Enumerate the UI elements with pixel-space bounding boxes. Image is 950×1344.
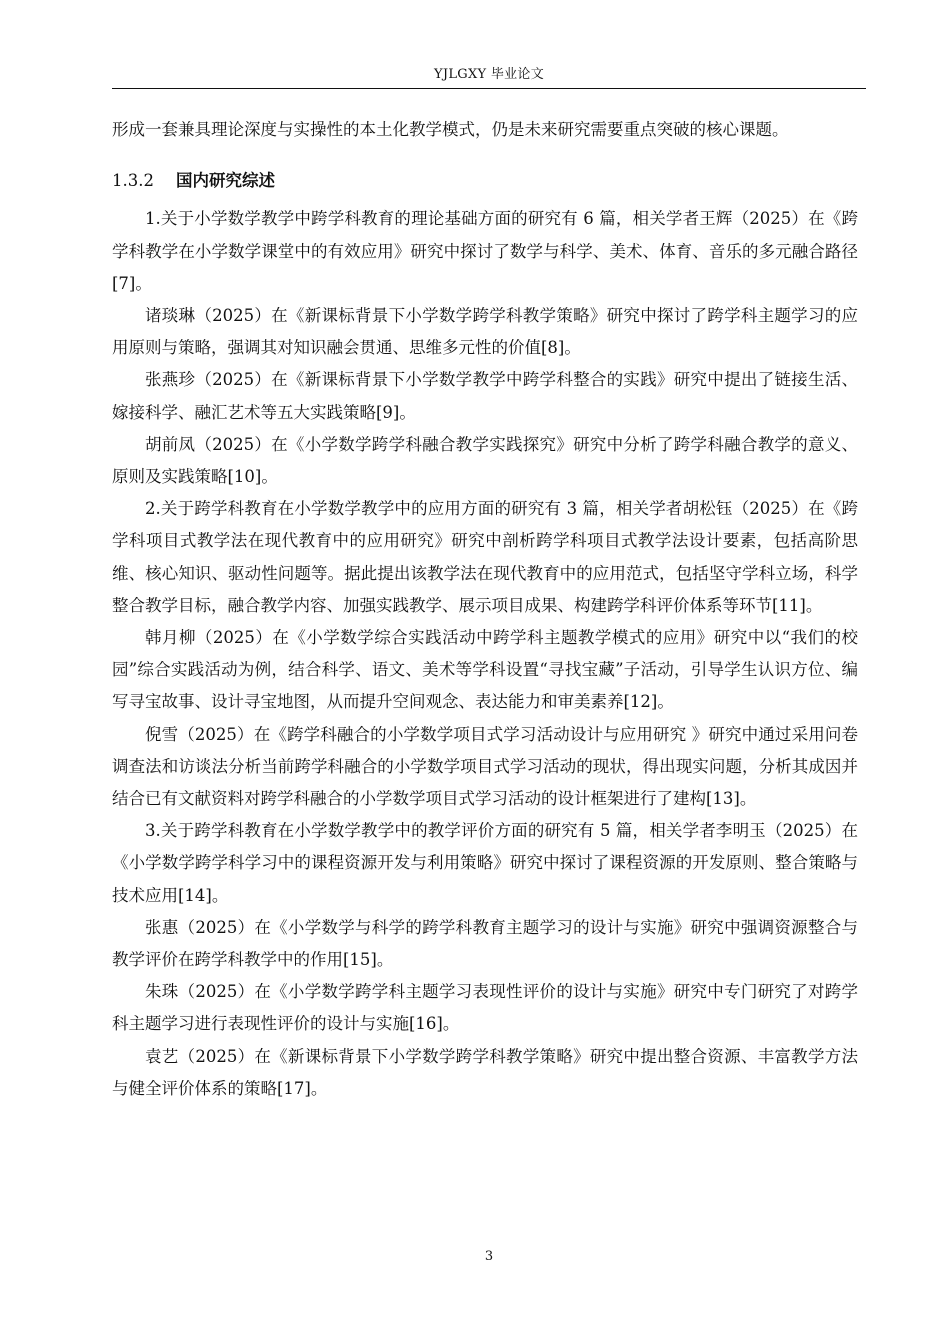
body-paragraph: 3.关于跨学科教育在小学数学教学中的教学评价方面的研究有 5 篇，相关学者李明玉（2025）在《小学数学跨学科学习中的课程资源开发与利用策略》研究中探讨了课程资源的开发原则、整合策略与技术应用[14]。 — [112, 821, 858, 905]
page-footer — [112, 1248, 866, 1266]
body-paragraph: 韩月柳（2025）在《小学数学综合实践活动中跨学科主题教学模式的应用》研究中以“我们的校园”综合实践活动为例，结合科学、语文、美术等学科设置“寻找宝藏”子活动，引导学生认识方位、编写寻宝故事、设计寻宝地图，从而提升空间观念、表达能力和审美素养[12]。 — [112, 628, 858, 712]
page-header — [112, 66, 866, 84]
page-body — [112, 114, 858, 1105]
body-paragraph: 张惠（2025）在《小学数学与科学的跨学科教育主题学习的设计与实施》研究中强调资源整合与教学评价在跨学科教学中的作用[15]。 — [112, 917, 858, 970]
body-paragraph: 袁艺（2025）在《新课标背景下小学数学跨学科教学策略》研究中提出整合资源、丰富教学方法与健全评价体系的策略[17]。 — [112, 1046, 858, 1098]
body-paragraph: 胡前凤（2025）在《小学数学跨学科融合教学实践探究》研究中分析了跨学科融合教学的意义、原则及实践策略[10]。 — [112, 434, 858, 487]
body-paragraph: 诸琰琳（2025）在《新课标背景下小学数学跨学科教学策略》研究中探讨了跨学科主题学习的应用原则与策略，强调其对知识融会贯通、思维多元性的价值[8]。 — [112, 306, 858, 358]
body-paragraph: 2.关于跨学科教育在小学数学教学中的应用方面的研究有 3 篇，相关学者胡松钰（2025）在《跨学科项目式教学法在现代教育中的应用研究》研究中剖析跨学科项目式教学法设计要素，包括高阶思维、核心知识、驱动性问题等。据此提出该教学法在现代教育中的应用范式，包括坚守学科立场，科学整合教学目标，融合教学内容、加强实践教学、展示项目成果、构建跨学科评价体系等环节[11]。 — [112, 499, 858, 615]
page-number: 3 — [484, 1249, 494, 1264]
header-title: YJLGXY 毕业论文 — [433, 67, 545, 82]
header-divider — [112, 88, 866, 89]
section-heading — [112, 165, 858, 197]
body-paragraph: 张燕珍（2025）在《新课标背景下小学数学教学中跨学科整合的实践》研究中提出了链接生活、嫁接科学、融汇艺术等五大实践策略[9]。 — [112, 370, 858, 422]
body-paragraph: 1.关于小学数学教学中跨学科教育的理论基础方面的研究有 6 篇，相关学者王辉（2025）在《跨学科教学在小学数学课堂中的有效应用》研究中探讨了数学与科学、美术、体育、音乐的多元融合路径[7]。 — [112, 209, 858, 293]
section-number: 1.3.2 — [112, 171, 154, 191]
body-paragraph: 倪雪（2025）在《跨学科融合的小学数学项目式学习活动设计与应用研究 》研究中通过采用问卷调查法和访谈法分析当前跨学科融合的小学数学项目式学习活动的现状，得出现实问题，分析其成因并结合已有文献资料对跨学科融合的小学数学项目式学习活动的设计框架进行了建构[13]。 — [112, 724, 858, 809]
continuation-paragraph: 形成一套兼具理论深度与实操性的本土化教学模式，仍是未来研究需要重点突破的核心课题。 — [112, 120, 789, 139]
section-title: 国内研究综述 — [175, 171, 275, 191]
body-paragraph: 朱珠（2025）在《小学数学跨学科主题学习表现性评价的设计与实施》研究中专门研究了对跨学科主题学习进行表现性评价的设计与实施[16]。 — [112, 982, 858, 1034]
